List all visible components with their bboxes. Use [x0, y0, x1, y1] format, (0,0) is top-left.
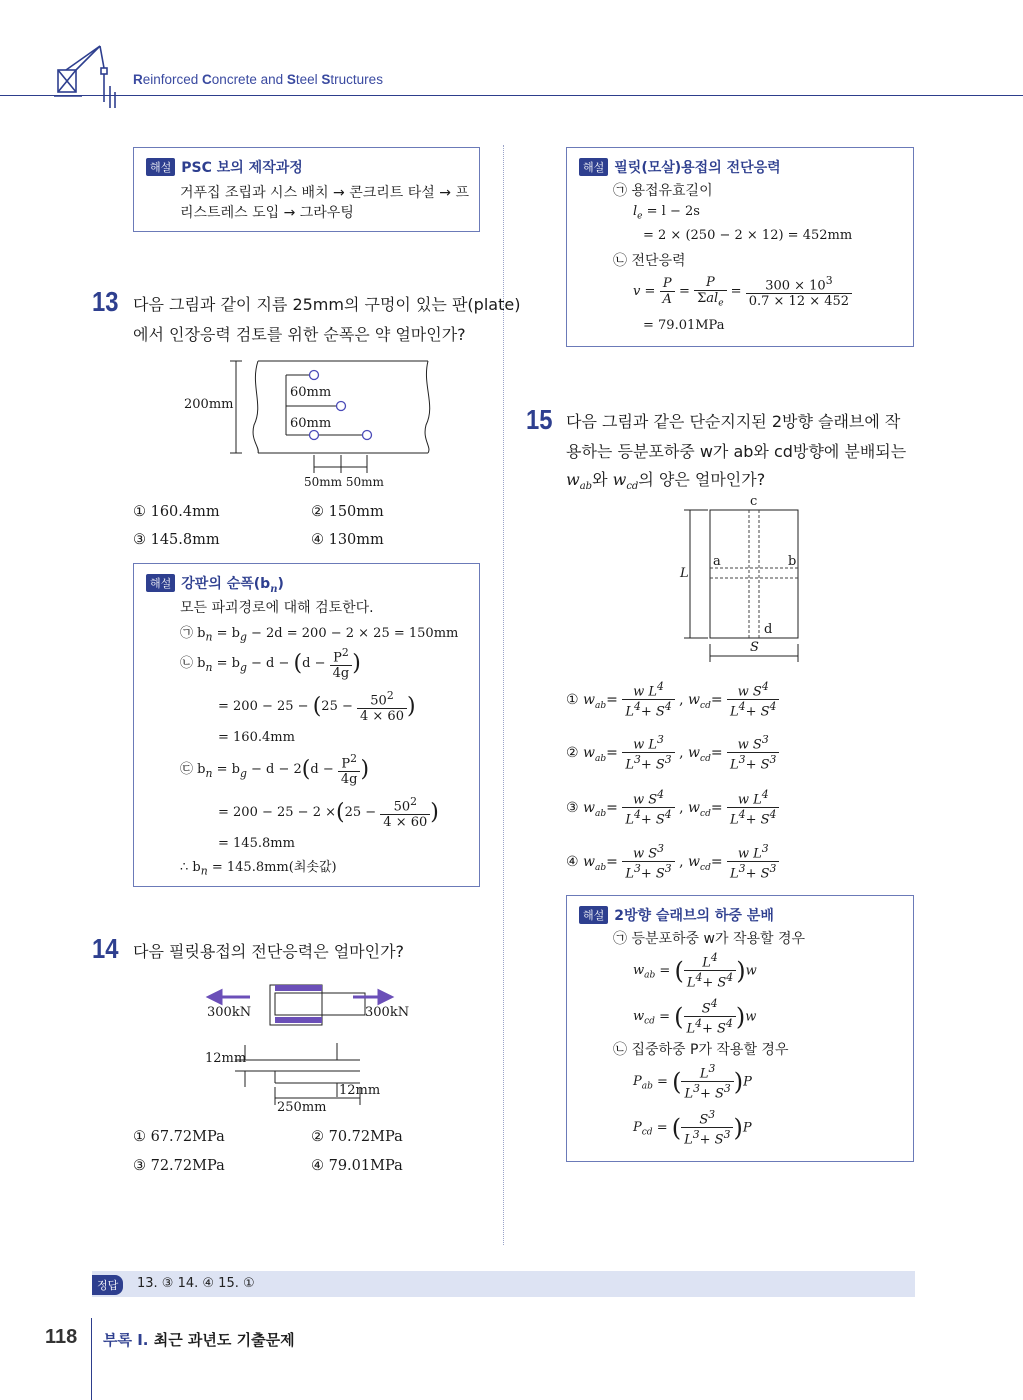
solution-tag: 해설: [146, 158, 175, 176]
effective-length-calc: = 2 × (250 − 2 × 12) = 452mm: [643, 228, 853, 243]
two-way-slab-figure: [670, 494, 810, 664]
solution-tag: 해설: [146, 574, 175, 592]
solution-step-3: ㉢ $b_n = b_g - d - 2(d$ − $\frac{P^2}{4g}$ ): [180, 752, 370, 788]
solution-intro: 모든 파괴경로에 대해 검토한다.: [180, 600, 374, 616]
plate-hole-figure: [180, 355, 440, 495]
solution-15-box: [566, 895, 914, 1162]
choice-13-1[interactable]: ① 160.4mm: [133, 504, 220, 520]
question-number-13: 13: [92, 286, 119, 317]
answer-tag: 정답: [92, 1275, 123, 1295]
shear-stress-result: = 79.01MPa: [643, 318, 725, 333]
question-15-line1: 다음 그림과 같은 단순지지된 2방향 슬래브에 작: [566, 412, 901, 431]
dim-gauge-1: 60mm: [290, 385, 332, 400]
label-c: c: [750, 494, 758, 509]
solution-conclusion: ∴ $b_n = 145.8mm$(최솟값): [180, 860, 337, 878]
solution-step-1: ㉠ $b_n = b_g - 2d = 200 - 2 \times 25 = 150mm$: [180, 626, 459, 644]
solution-step-2: ㉡ $b_n = b_g - d - (d$ − $\frac{P^2}{4g}$ ): [180, 646, 361, 682]
effective-length-formula: $l_e = l - 2s$: [633, 204, 700, 222]
p-ab-formula: $P_{ab}$ = ( $\frac{L^3}{L^3+ S^3}$ )P: [633, 1062, 752, 1102]
dim-gauge-2: 60mm: [290, 416, 332, 431]
header-rule: [0, 95, 1023, 96]
choice-13-3[interactable]: ③ 145.8mm: [133, 532, 220, 548]
choice-14-1[interactable]: ① 67.72MPa: [133, 1129, 225, 1145]
choice-14-4[interactable]: ④ 79.01MPa: [311, 1158, 403, 1174]
solution-text-line1: 거푸집 조립과 시스 배치 → 콘크리트 타설 → 프: [180, 185, 469, 201]
choice-15-1[interactable]: ① $w_{ab}=$ $\frac{w L^4}{L^4+ S^4}$ , $w_{cd}=$ $\frac{w S^4}{L^4+ S^4}$: [566, 680, 779, 720]
solution-14-a: ㉠ 용접유효길이: [613, 183, 713, 199]
choice-13-4[interactable]: ④ 130mm: [311, 532, 384, 548]
solution-title: PSC 보의 제작과정: [181, 160, 303, 176]
choice-15-2[interactable]: ② $w_{ab}=$ $\frac{w L^3}{L^3+ S^3}$ , $w_{cd}=$ $\frac{w S^3}{L^3+ S^3}$: [566, 733, 779, 773]
solution-tag: 해설: [579, 906, 608, 924]
header-title: Reinforced Concrete and Steel Structures: [133, 72, 383, 87]
solution-14-b: ㉡ 전단응력: [613, 253, 686, 269]
dim-thickness-2: 12mm: [339, 1083, 381, 1098]
question-15-line3: $w_{ab}$와 $w_{cd}$의 양은 얼마인가?: [566, 470, 766, 493]
solution-title: 2방향 슬래브의 하중 분배: [614, 908, 774, 924]
footer-rule: [91, 1318, 92, 1400]
question-15-line2: 용하는 등분포하중 w가 ab와 cd방향에 분배되는: [566, 442, 907, 461]
question-13-line2: 에서 인장응력 검토를 위한 순폭은 약 얼마인가?: [133, 325, 466, 344]
fillet-weld-figure: [195, 975, 435, 1120]
dim-thickness-1: 12mm: [205, 1051, 247, 1066]
label-b: b: [788, 554, 797, 569]
force-right-label: 300kN: [365, 1005, 410, 1020]
crane-logo-icon: [52, 42, 122, 108]
label-S: S: [750, 640, 759, 655]
label-L: L: [680, 566, 689, 581]
w-ab-formula: $w_{ab}$ = ( $\frac{L^4}{L^4+ S^4}$ )w: [633, 951, 757, 991]
solution-step-3-calc: = 200 − 25 − 2 ×(25 − $\frac{50^2}{4 \times 60}$ ): [218, 795, 439, 831]
dim-weld-length: 250mm: [277, 1100, 327, 1115]
dim-pitch: 50mm 50mm: [304, 475, 384, 489]
solution-step-2-result: = 160.4mm: [218, 730, 295, 745]
force-left-label: 300kN: [207, 1005, 252, 1020]
solution-step-2-calc: = 200 − 25 − (25 − $\frac{50^2}{4 \times 60}$ ): [218, 689, 416, 725]
choice-14-3[interactable]: ③ 72.72MPa: [133, 1158, 225, 1174]
solution-title: 강판의 순폭$(b_n)$: [181, 576, 284, 595]
question-number-14: 14: [92, 933, 119, 964]
answer-text: 13. ③ 14. ④ 15. ①: [137, 1276, 255, 1291]
solution-14-box: [566, 147, 914, 347]
solution-step-3-result: = 145.8mm: [218, 836, 295, 851]
choice-15-3[interactable]: ③ $w_{ab}=$ $\frac{w S^4}{L^4+ S^4}$ , $w_{cd}=$ $\frac{w L^4}{L^4+ S^4}$: [566, 788, 779, 828]
choice-14-2[interactable]: ② 70.72MPa: [311, 1129, 403, 1145]
solution-13-box: [133, 563, 480, 887]
page-number: 118: [45, 1326, 78, 1348]
w-cd-formula: $w_{cd}$ = ( $\frac{S^4}{L^4+ S^4}$ )w: [633, 997, 757, 1037]
dim-plate-width: 200mm: [184, 397, 234, 412]
choice-15-4[interactable]: ④ $w_{ab}=$ $\frac{w S^3}{L^3+ S^3}$ , $w_{cd}=$ $\frac{w L^3}{L^3+ S^3}$: [566, 842, 779, 882]
solution-title: 필릿(모살)용접의 전단응력: [614, 160, 781, 176]
label-a: a: [713, 554, 721, 569]
choice-13-2[interactable]: ② 150mm: [311, 504, 384, 520]
question-14-line1: 다음 필릿용접의 전단응력은 얼마인가?: [133, 942, 405, 961]
label-d: d: [764, 622, 773, 637]
question-13-line1: 다음 그림과 같이 지름 25mm의 구멍이 있는 판(plate): [133, 295, 521, 314]
question-number-15: 15: [526, 404, 553, 435]
footer-section: 부록 Ⅰ. 최근 과년도 기출문제: [103, 1331, 295, 1349]
p-cd-formula: $P_{cd}$ = ( $\frac{S^3}{L^3+ S^3}$ )P: [633, 1108, 752, 1148]
solution-text-line2: 리스트레스 도입 → 그라우팅: [180, 205, 354, 221]
solution-15-b: ㉡ 집중하중 P가 작용할 경우: [613, 1042, 789, 1058]
shear-stress-formula: v = $\frac{P}{A}$ = $\frac{P}{\Sigma al_e}$ = $\frac{300 \times 10^3}{0.7 \times 12 \times 452}$: [633, 274, 852, 309]
solution-12-box: [133, 147, 480, 232]
solution-15-a: ㉠ 등분포하중 w가 작용할 경우: [613, 931, 806, 947]
solution-tag: 해설: [579, 158, 608, 176]
